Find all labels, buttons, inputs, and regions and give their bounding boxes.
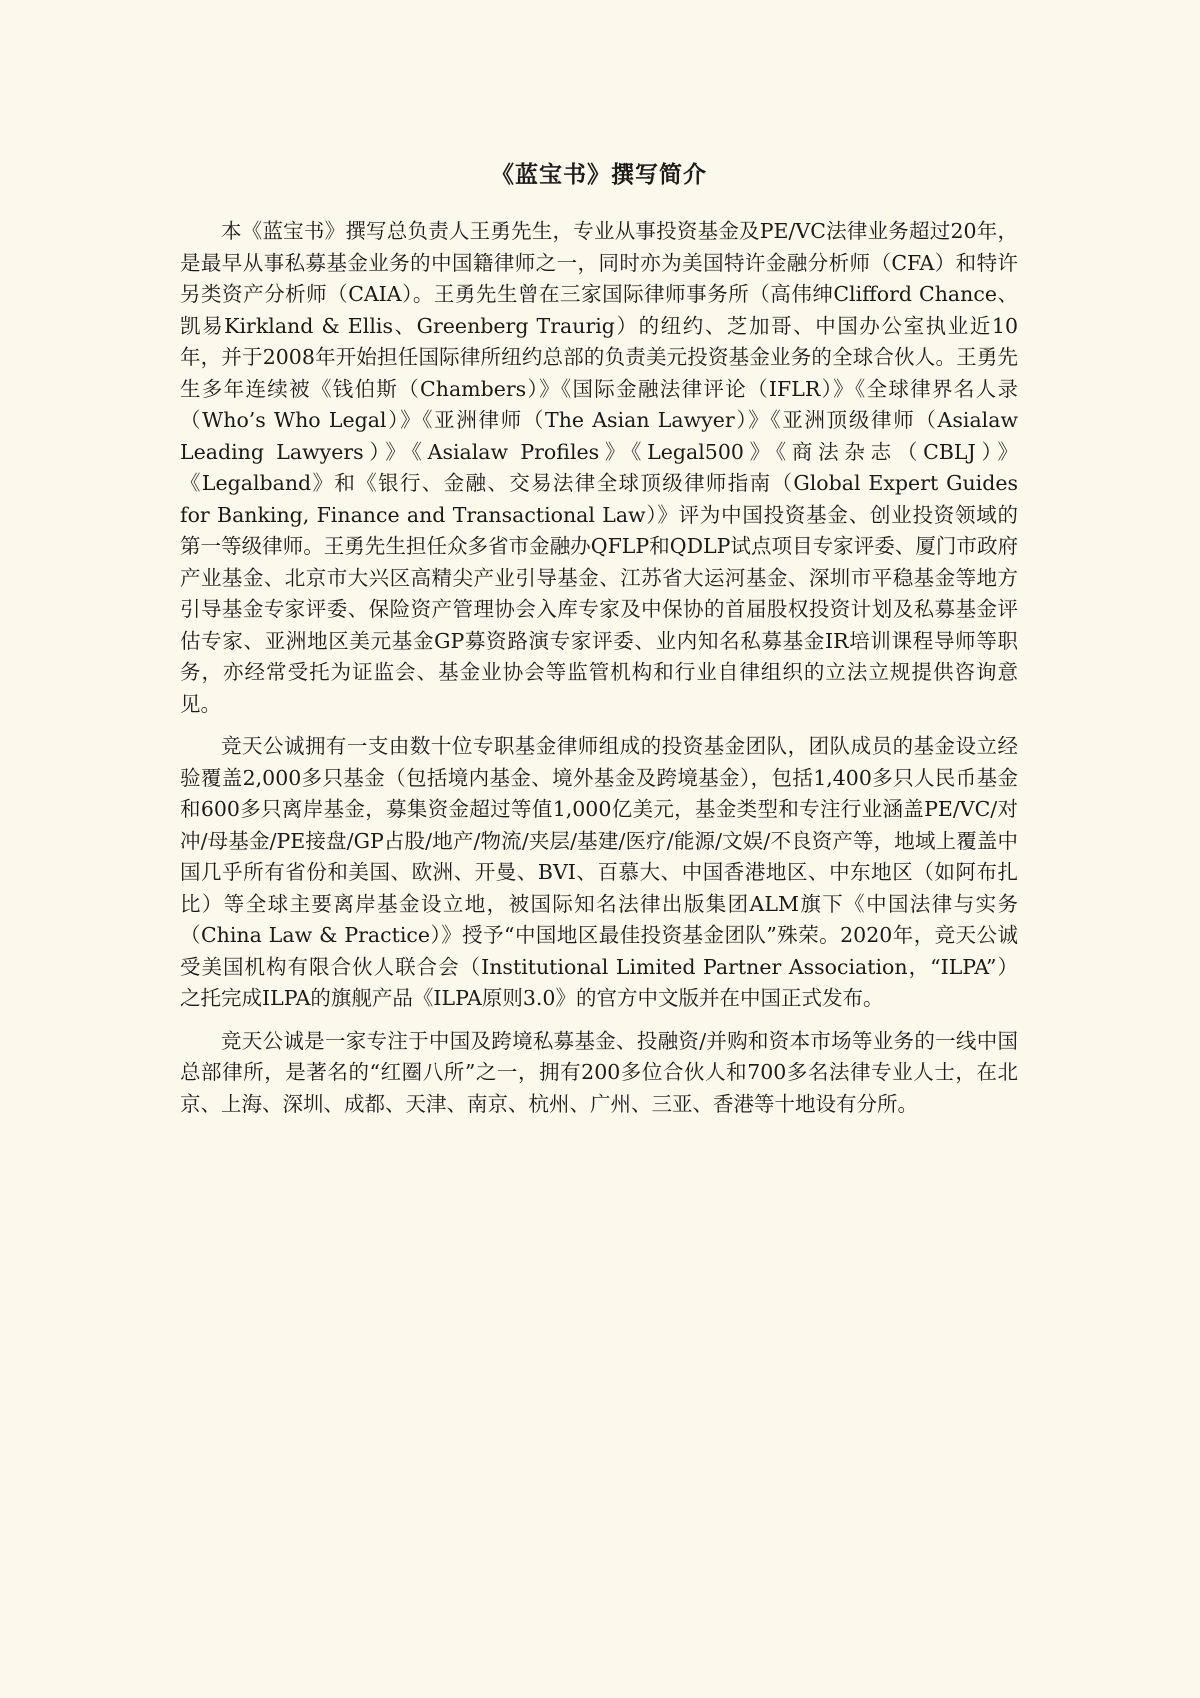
paragraph-firm-intro: 竞天公诚是一家专注于中国及跨境私募基金、投融资/并购和资本市场等业务的一线中国总部律所，是著名的“红圈八所”之一，拥有200多位合伙人和700多名法律专业人士，在北京、上海、深圳、成都、天津、南京、杭州、广州、三亚、香港等十地设有分所。 <box>180 1028 1018 1116</box>
document-body <box>180 216 1018 1120</box>
document-page <box>180 0 1018 1698</box>
document-title: 《蓝宝书》撰写简介 <box>491 162 707 188</box>
paragraph-author-intro: 本《蓝宝书》撰写总负责人王勇先生，专业从事投资基金及PE/VC法律业务超过20年，是最早从事私募基金业务的中国籍律师之一，同时亦为美国特许金融分析师（CFA）和特许另类资产分析师（CAIA）。王勇先生曾在三家国际律师事务所（高伟绅Clifford Chance、凯易Kirkland & Ellis、Greenberg Traurig）的纽约、芝加哥、中国办公室执业近10年，并于2008年开始担任国际律所纽约总部的负责美元投资基金业务的全球合伙人。王勇先生多年连续被《钱伯斯（Chambers）》《国际金融法律评论（IFLR）》《全球律界名人录（Who’s Who Legal）》《亚洲律师（The Asian Lawyer）》《亚洲顶级律师（Asialaw Leading Lawyers）》《Asialaw Profiles》《Legal500》《商法杂志（CBLJ）》《Legalband》和《银行、金融、交易法律全球顶级律师指南（Global Expert Guides for Banking, Finance and Transactional Law）》评为中国投资基金、创业投资领域的第一等级律师。王勇先生担任众多省市金融办QFLP和QDLP试点项目专家评委、厦门市政府产业基金、北京市大兴区高精尖产业引导基金、江苏省大运河基金、深圳市平稳基金等地方引导基金专家评委、保险资产管理协会入库专家及中保协的首届股权投资计划及私募基金评估专家、亚洲地区美元基金GP募资路演专家评委、业内知名私募基金IR培训课程导师等职务，亦经常受托为证监会、基金业协会等监管机构和行业自律组织的立法立规提供咨询意见。 <box>180 219 1018 716</box>
paragraph-fund-team: 竞天公诚拥有一支由数十位专职基金律师组成的投资基金团队，团队成员的基金设立经验覆盖2,000多只基金（包括境内基金、境外基金及跨境基金），包括1,400多只人民币基金和600多只离岸基金，募集资金超过等值1,000亿美元，基金类型和专注行业涵盖PE/VC/对冲/母基金/PE接盘/GP占股/地产/物流/夹层/基建/医疗/能源/文娱/不良资产等，地域上覆盖中国几乎所有省份和美国、欧洲、开曼、BVI、百慕大、中国香港地区、中东地区（如阿布扎比）等全球主要离岸基金设立地，被国际知名法律出版集团ALM旗下《中国法律与实务（China Law & Practice）》授予“中国地区最佳投资基金团队”殊荣。2020年，竞天公诚受美国机构有限合伙人联合会（Institutional Limited Partner Association，“ILPA”）之托完成ILPA的旗舰产品《ILPA原则3.0》的官方中文版并在中国正式发布。 <box>180 734 1018 1010</box>
